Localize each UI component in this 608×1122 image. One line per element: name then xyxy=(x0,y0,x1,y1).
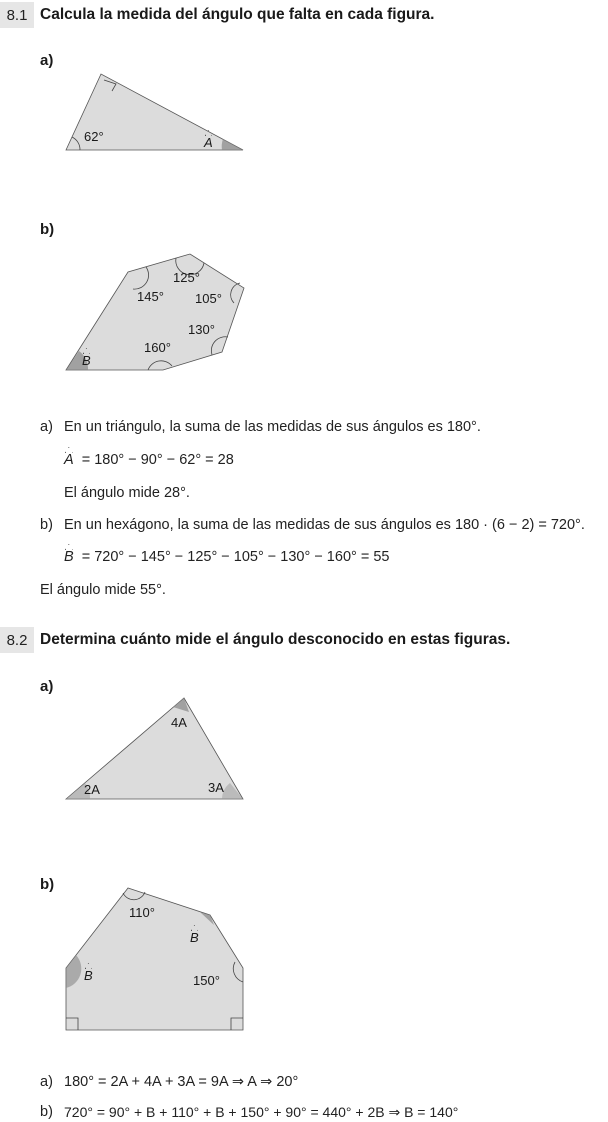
angle-label-3A: 3A xyxy=(208,780,224,795)
angle-label-125: 125° xyxy=(173,270,200,285)
angle-label-62: 62° xyxy=(84,129,104,144)
angle-label-105: 105° xyxy=(195,291,222,306)
angle-label-150: 150° xyxy=(193,973,220,988)
part-a-label-8-1: a) xyxy=(40,52,54,69)
part-a-label-8-2: a) xyxy=(40,678,54,695)
solution-8-1-line1: En un triángulo, la suma de las medidas de sus ángulos es 180°. xyxy=(64,419,481,435)
question-number-8-2: 8.2 xyxy=(0,627,34,653)
question-number-8-1: 8.1 xyxy=(0,2,34,28)
solution-8-1-line3: El ángulo mide 28°. xyxy=(64,485,190,501)
question-title-8-2: Determina cuánto mide el ángulo desconocido en estas figuras. xyxy=(40,631,511,648)
angle-label-4A: 4A xyxy=(171,715,187,730)
solution-8-1-a-prefix: a) xyxy=(40,419,53,435)
angle-label-2A: 2A xyxy=(84,782,100,797)
angle-label-B: B xyxy=(82,353,91,368)
solution-8-2-a-prefix: a) xyxy=(40,1074,53,1090)
solution-8-1-line6: El ángulo mide 55°. xyxy=(40,582,166,598)
solution-8-1-b-prefix: b) xyxy=(40,517,53,533)
angle-label-A: A xyxy=(204,135,213,150)
part-b-label-8-2: b) xyxy=(40,876,55,893)
solution-8-2-line1: 180° = 2A + 4A + 3A = 9A ⇒ A ⇒ 20° xyxy=(64,1074,299,1090)
solution-8-2-b-prefix: b) xyxy=(40,1104,53,1120)
angle-label-145: 145° xyxy=(137,289,164,304)
part-b-label-8-1: b) xyxy=(40,221,55,238)
solution-8-1-line4: En un hexágono, la suma de las medidas de sus ángulos es 180 · (6 − 2) = 720°. xyxy=(64,517,585,533)
solution-8-1-line2: A = 180° − 90° − 62° = 28 xyxy=(64,452,234,468)
question-title-8-1: Calcula la medida del ángulo que falta en cada figura. xyxy=(40,6,435,23)
solution-8-1-line5: B = 720° − 145° − 125° − 105° − 130° − 160° = 55 xyxy=(64,549,390,565)
angle-label-B-left: B xyxy=(84,968,93,983)
angle-label-B-upper: B xyxy=(190,930,199,945)
angle-label-160: 160° xyxy=(144,340,171,355)
solution-8-2-line2: 720° = 90° + B + 110° + B + 150° + 90° = 440° + 2B ⇒ B = 140° xyxy=(64,1104,459,1120)
angle-label-130: 130° xyxy=(188,322,215,337)
angle-label-110: 110° xyxy=(129,905,155,920)
